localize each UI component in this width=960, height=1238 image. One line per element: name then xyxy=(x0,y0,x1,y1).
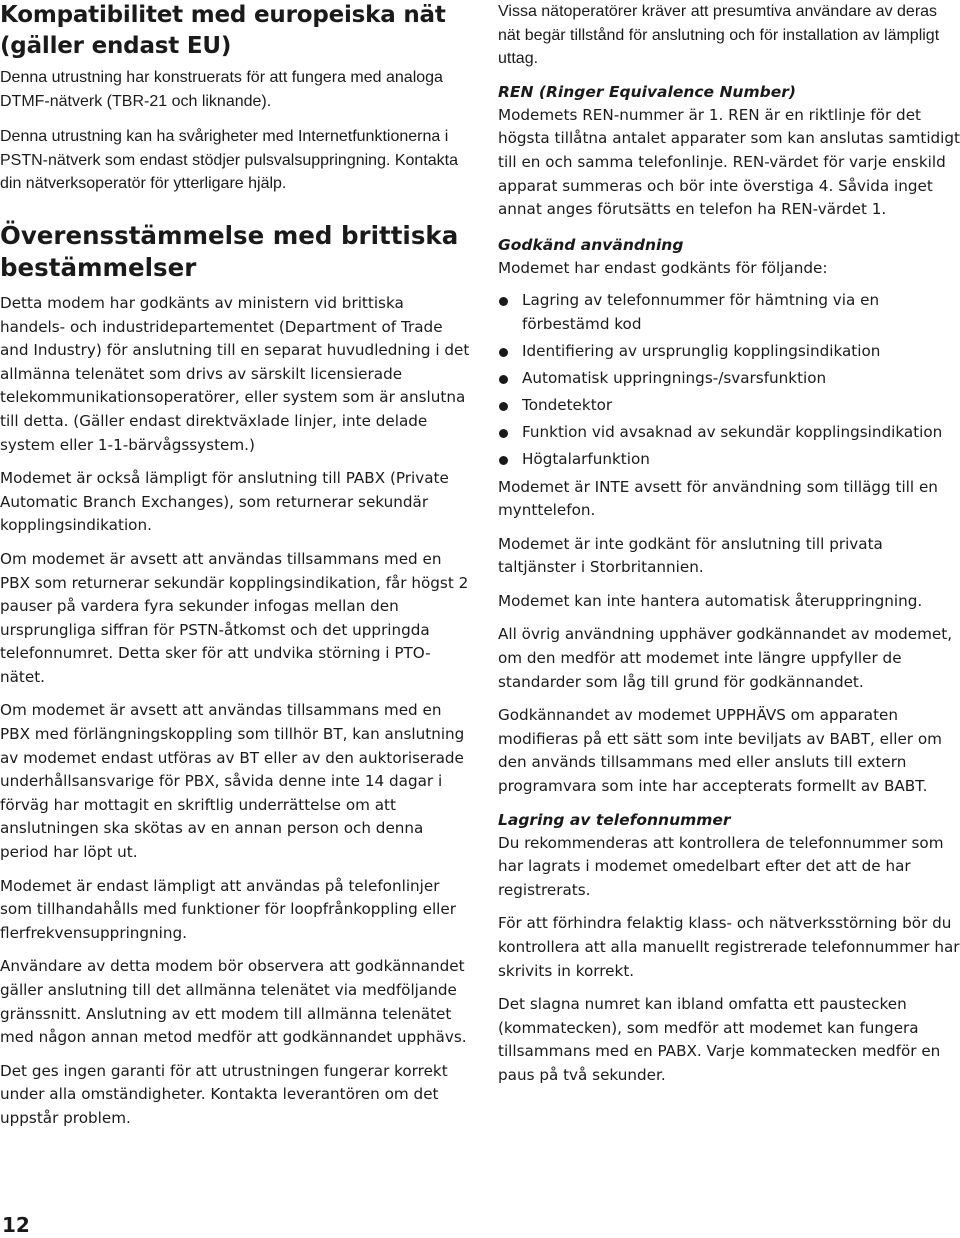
approved-paragraph-3: Modemet kan inte hantera automatisk återuppringning. xyxy=(498,591,923,610)
left-column xyxy=(0,0,470,1131)
bullet-icon xyxy=(499,402,508,411)
eu-paragraph-1: Denna utrustning har konstruerats för att fungera med analoga DTMF-nätverk (TBR-21 och liknande). xyxy=(0,69,443,110)
ren-heading: REN (Ringer Equivalence Number) xyxy=(498,82,796,101)
uk-paragraph-7: Det ges ingen garanti för att utrustningen fungerar korrekt under alla omständigheter. Kontakta leverantören om det uppstår problem. xyxy=(0,1061,448,1127)
approved-paragraph-5: Godkännandet av modemet UPPHÄVS om apparaten modifieras på ett sätt som inte beviljats av BABT, eller om den används tillsammans med eller ansluts till extern programvara som inte har accepterats formellt av BABT. xyxy=(498,706,942,796)
uk-heading: Överensstämmelse med brittiska bestämmelser xyxy=(0,220,459,282)
approved-paragraph-4: All övrig användning upphäver godkännandet av modemet, om den medför att modemet inte längre uppfyller de standarder som låg till grund för godkännandet. xyxy=(498,625,953,691)
storage-heading: Lagring av telefonnummer xyxy=(498,810,731,829)
list-item-text: Funktion vid avsaknad av sekundär kopplingsindikation xyxy=(522,423,943,442)
storage-paragraph-1: Du rekommenderas att kontrollera de telefonnummer som har lagrats i modemet omedelbart efter det att de har registrerats. xyxy=(498,833,944,899)
bullet-icon xyxy=(499,375,508,384)
list-item xyxy=(498,367,960,391)
approved-heading: Godkänd användning xyxy=(498,235,684,254)
bullet-icon xyxy=(499,429,508,438)
approved-intro: Modemet har endast godkänts för följande: xyxy=(498,258,828,277)
eu-heading: Kompatibilitet med europeiska nät (gäller endast EU) xyxy=(0,2,446,59)
list-item xyxy=(498,340,960,364)
list-item xyxy=(498,448,960,472)
uk-paragraph-5: Modemet är endast lämpligt att användas på telefonlinjer som tillhandahålls med funktioner för loopfrånkoppling eller flerfrekvensuppringning. xyxy=(0,876,456,942)
page-number: 12 xyxy=(2,1213,30,1237)
uk-paragraph-6: Användare av detta modem bör observera att godkännandet gäller anslutning till det allmänna telenätet via medföljande gränssnitt. Anslutning av ett modem till allmänna telenätet med någon annan metod medför att godkännandet upphävs. xyxy=(0,957,467,1047)
intro-paragraph: Vissa nätoperatörer kräver att presumtiva användare av deras nät begär tillstånd för anslutning och för installation av lämpligt uttag. xyxy=(498,3,940,68)
approved-list xyxy=(498,289,960,472)
list-item xyxy=(498,289,960,336)
uk-paragraph-1: Detta modem har godkänts av ministern vid brittiska handels- och industridepartementet (Department of Trade and Industry) för anslutning till en separat huvudledning i det allmänna telenätet som drivs av särskilt licensierade telekommunikationsoperatörer, eller system som är anslutna till detta. (Gäller endast direktväxlade linjer, inte delade system eller 1-1-bärvågssystem.) xyxy=(0,293,470,454)
right-column xyxy=(498,0,960,1088)
bullet-icon xyxy=(499,297,508,306)
approved-paragraph-1: Modemet är INTE avsett för användning som tillägg till en mynttelefon. xyxy=(498,477,938,520)
storage-paragraph-3: Det slagna numret kan ibland omfatta ett paustecken (kommatecken), som medför att modemet kan fungera tillsammans med en PABX. Varje kommatecken medför en paus på två sekunder. xyxy=(498,995,941,1084)
bullet-icon xyxy=(499,456,508,465)
approved-paragraph-2: Modemet är inte godkänt för anslutning till privata taltjänster i Storbritannien. xyxy=(498,534,883,577)
uk-paragraph-3: Om modemet är avsett att användas tillsammans med en PBX som returnerar sekundär kopplingsindikation, får högst 2 pauser på vardera fyra sekunder infogas mellan den ursprungliga siffran för PSTN-åtkomst och det uppringda telefonnumret. Detta sker för att undvika störning i PTO-nätet. xyxy=(0,549,469,686)
list-item-text: Högtalarfunktion xyxy=(522,450,650,469)
uk-paragraph-4: Om modemet är avsett att användas tillsammans med en PBX med förlängningskoppling som tillhör BT, kan anslutning av modemet endast utföras av BT eller av den auktoriserade underhållsansvarige för PBX, såvida denne inte 14 dagar i förväg har mottagit en skriftlig underrättelse om att anslutningen ska skötas av en annan person och denna period har löpt ut. xyxy=(0,701,465,862)
uk-paragraph-2: Modemet är också lämpligt för anslutning till PABX (Private Automatic Branch Exchanges), som returnerar sekundär kopplingsindikation. xyxy=(0,469,449,535)
list-item xyxy=(498,394,960,418)
list-item xyxy=(498,421,960,445)
list-item-text: Lagring av telefonnummer för hämtning via en förbestämd kod xyxy=(522,291,880,333)
list-item-text: Automatisk uppringnings-/svarsfunktion xyxy=(522,369,827,388)
list-item-text: Identifiering av ursprunglig kopplingsindikation xyxy=(522,342,881,361)
list-item-text: Tondetektor xyxy=(522,396,613,415)
bullet-icon xyxy=(499,348,508,357)
ren-paragraph: Modemets REN-nummer är 1. REN är en riktlinje för det högsta tillåtna antalet apparater som kan anslutas samtidigt till en och samma telefonlinje. REN-värdet för varje enskild apparat summeras och bör inte överstiga 4. Såvida inget annat anges förutsätts en telefon ha REN-värdet 1. xyxy=(498,105,960,219)
eu-paragraph-2: Denna utrustning kan ha svårigheter med Internetfunktionerna i PSTN-nätverk som endast stödjer pulsvalsuppringning. Kontakta din nätverksoperatör för ytterligare hjälp. xyxy=(0,128,459,193)
storage-paragraph-2: För att förhindra felaktig klass- och nätverksstörning bör du kontrollera att alla manuellt registrerade telefonnummer har skrivits in korrekt. xyxy=(498,914,960,980)
